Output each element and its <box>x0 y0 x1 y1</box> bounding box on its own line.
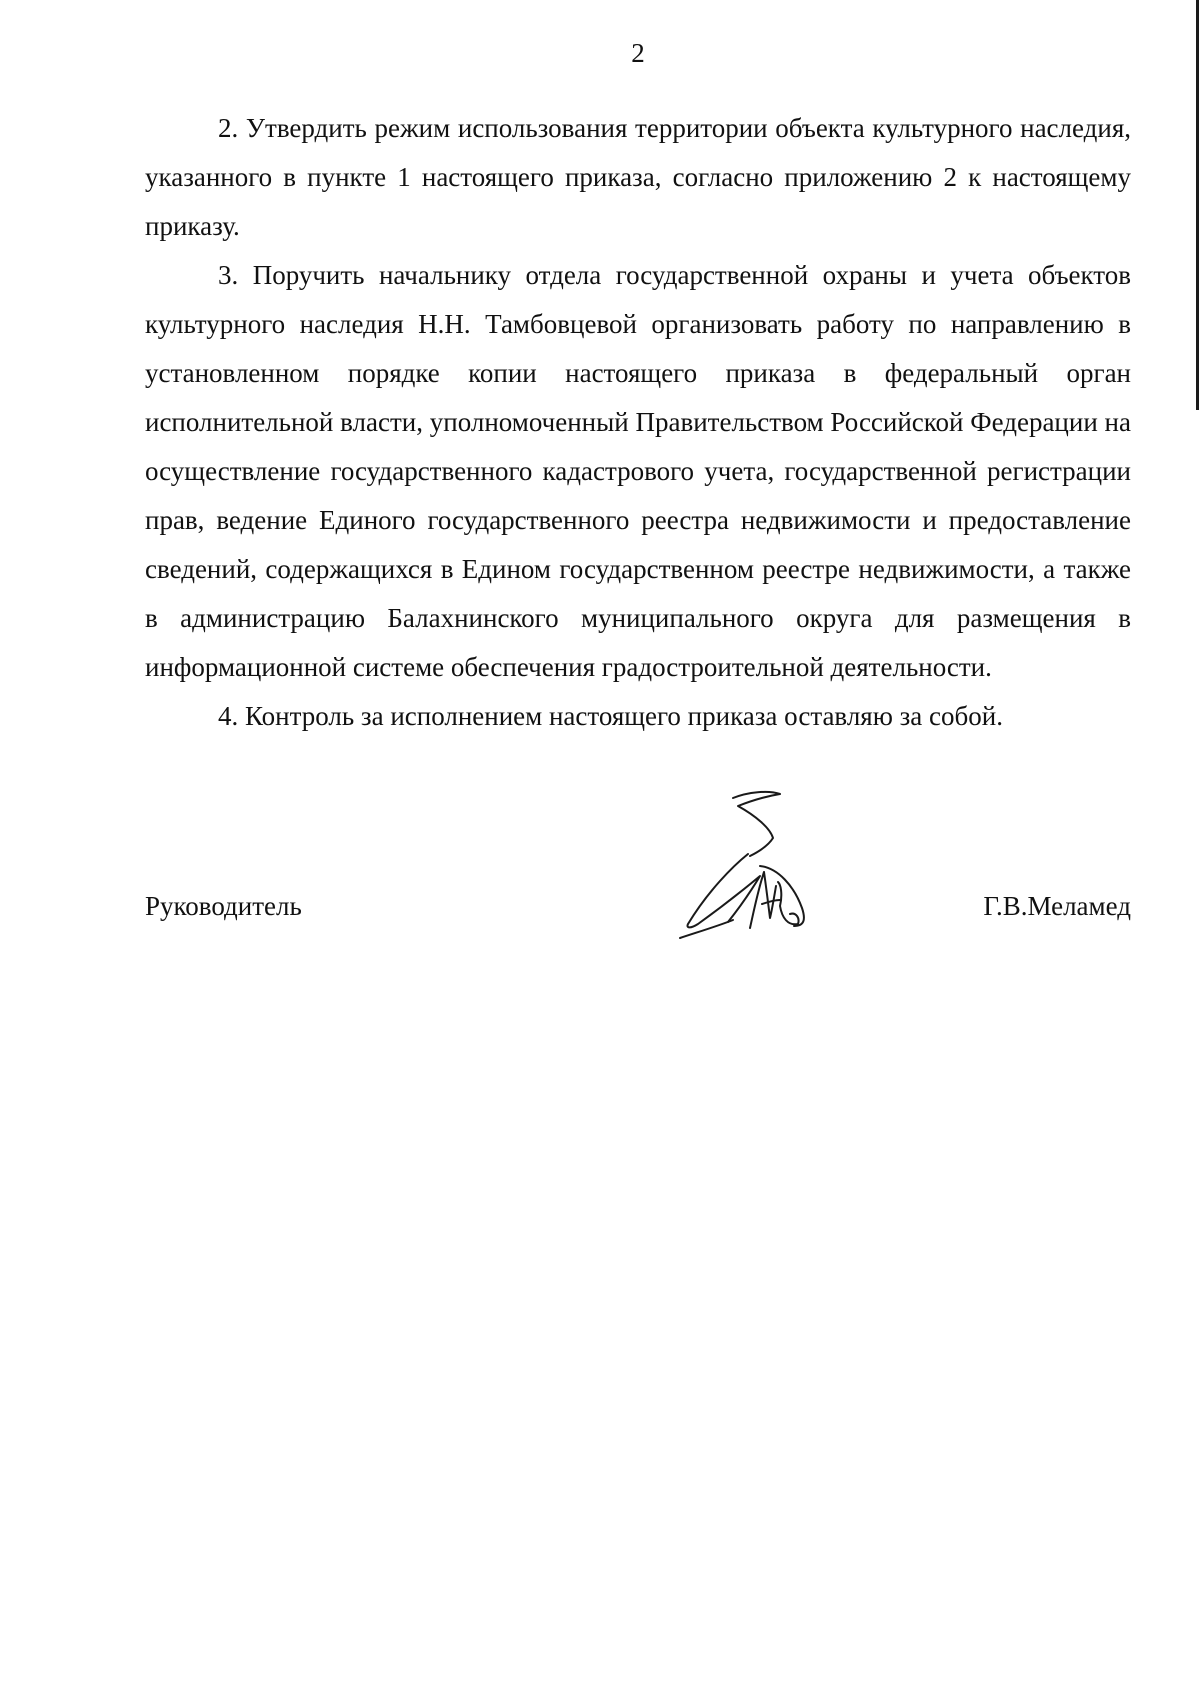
signatory-title: Руководитель <box>145 891 302 921</box>
signature-block <box>145 886 1131 926</box>
document-body <box>145 104 1131 741</box>
paragraph-4: 4. Контроль за исполнением настоящего приказа оставляю за собой. <box>218 701 1003 731</box>
paragraph-3: 3. Поручить начальнику отдела государственной охраны и учета объектов культурного наследия Н.Н. Тамбовцевой организовать работу по направлению в установленном порядке копии настоящего приказа в федеральный орган исполнительной власти, уполномоченный Правительством Российской Федерации на осуществление государственного кадастрового учета, государственной регистрации прав, ведение Единого государственного реестра недвижимости и предоставление сведений, содержащихся в Едином государственном реестре недвижимости, а также в администрацию Балахнинского муниципального округа для размещения в информационной системе обеспечения градостроительной деятельности. <box>145 260 1131 682</box>
paragraph-2: 2. Утвердить режим использования территории объекта культурного наследия, указанного в пункте 1 настоящего приказа, согласно приложению 2 к настоящему приказу. <box>145 113 1131 241</box>
signatory-name: Г.В.Меламед <box>983 891 1131 921</box>
handwritten-signature <box>678 786 828 946</box>
page-number: 2 <box>631 38 645 68</box>
